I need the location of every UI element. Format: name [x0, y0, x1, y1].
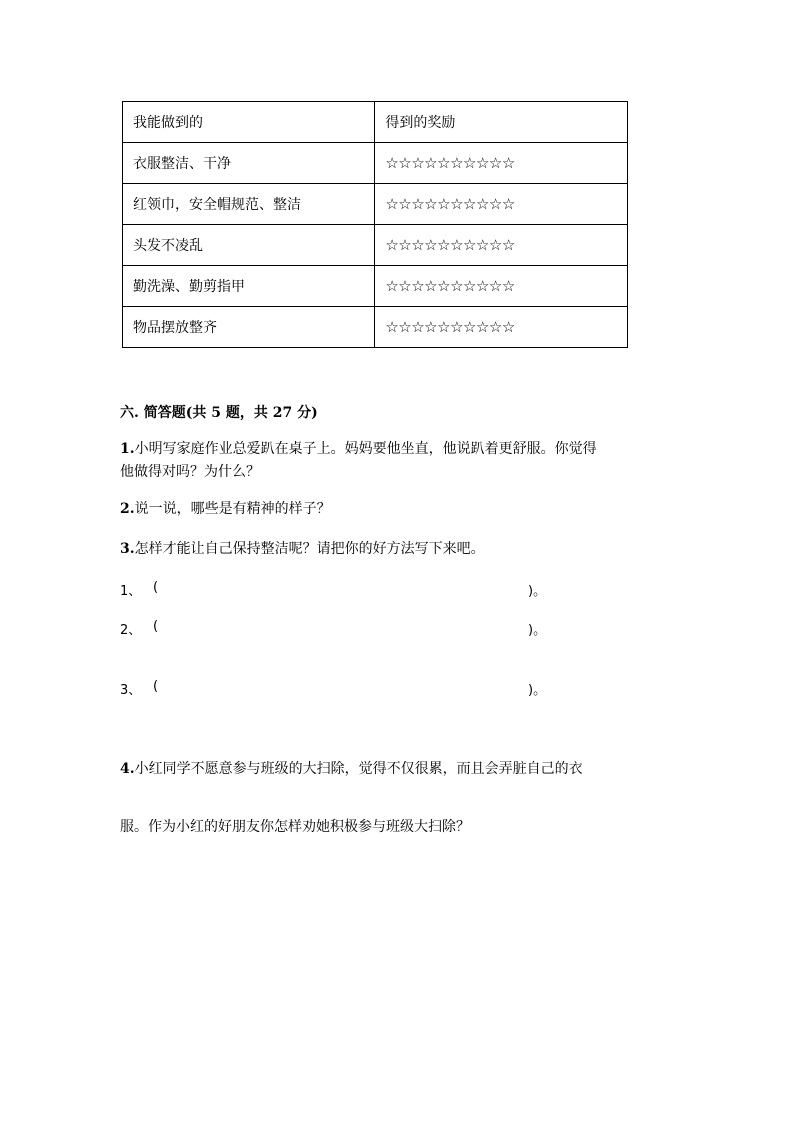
table-row — [123, 184, 628, 225]
header-cell-reward: 得到的奖励 — [375, 102, 628, 143]
table-row — [123, 143, 628, 184]
question-4-continued: 服。作为小红的好朋友你怎样劝她积极参与班级大扫除？ — [120, 819, 470, 835]
close-paren: )。 — [528, 623, 547, 638]
answer-index: 1、 — [120, 584, 142, 599]
item-cell: 勤洗澡、勤剪指甲 — [123, 266, 375, 307]
star-rating[interactable]: ☆☆☆☆☆☆☆☆☆☆ — [375, 225, 628, 266]
question-1-continued: 他做得对吗？为什么？ — [120, 464, 260, 480]
header-cell-item: 我能做到的 — [123, 102, 375, 143]
star-rating[interactable]: ☆☆☆☆☆☆☆☆☆☆ — [375, 307, 628, 348]
item-cell: 头发不凌乱 — [123, 225, 375, 266]
answer-line[interactable] — [120, 580, 560, 600]
table-header-row — [123, 102, 628, 143]
question-number: 3. — [120, 541, 135, 557]
table-row — [123, 225, 628, 266]
question-number: 4. — [120, 761, 135, 777]
item-cell: 衣服整洁、干净 — [123, 143, 375, 184]
answer-line[interactable] — [120, 619, 560, 639]
question-number: 1. — [120, 441, 135, 457]
question-2 — [120, 498, 331, 521]
question-3 — [120, 538, 485, 561]
open-paren: ( — [153, 679, 159, 694]
question-1 — [120, 438, 597, 461]
close-paren: )。 — [528, 584, 547, 599]
section-title: 六. 简答题(共 5 题，共 27 分) — [120, 405, 318, 421]
question-text: 说一说，哪些是有精神的样子？ — [134, 501, 331, 517]
open-paren: ( — [153, 580, 159, 595]
reward-table — [122, 101, 628, 348]
open-paren: ( — [153, 619, 159, 634]
question-number: 2. — [120, 501, 135, 517]
table-row — [123, 266, 628, 307]
question-text: 小红同学不愿意参与班级的大扫除，觉得不仅很累，而且会弄脏自己的衣 — [134, 761, 583, 777]
star-rating[interactable]: ☆☆☆☆☆☆☆☆☆☆ — [375, 266, 628, 307]
answer-line[interactable] — [120, 679, 560, 699]
item-cell: 物品摆放整齐 — [123, 307, 375, 348]
item-cell: 红领巾，安全帽规范、整洁 — [123, 184, 375, 225]
star-rating[interactable]: ☆☆☆☆☆☆☆☆☆☆ — [375, 184, 628, 225]
close-paren: )。 — [528, 683, 547, 698]
question-4 — [120, 758, 583, 781]
star-rating[interactable]: ☆☆☆☆☆☆☆☆☆☆ — [375, 143, 628, 184]
table-row — [123, 307, 628, 348]
question-text: 小明写家庭作业总爱趴在桌子上。妈妈要他坐直，他说趴着更舒服。你觉得 — [134, 441, 597, 457]
answer-index: 3、 — [120, 683, 142, 698]
answer-index: 2、 — [120, 623, 142, 638]
question-text: 怎样才能让自己保持整洁呢？请把你的好方法写下来吧。 — [134, 541, 485, 557]
